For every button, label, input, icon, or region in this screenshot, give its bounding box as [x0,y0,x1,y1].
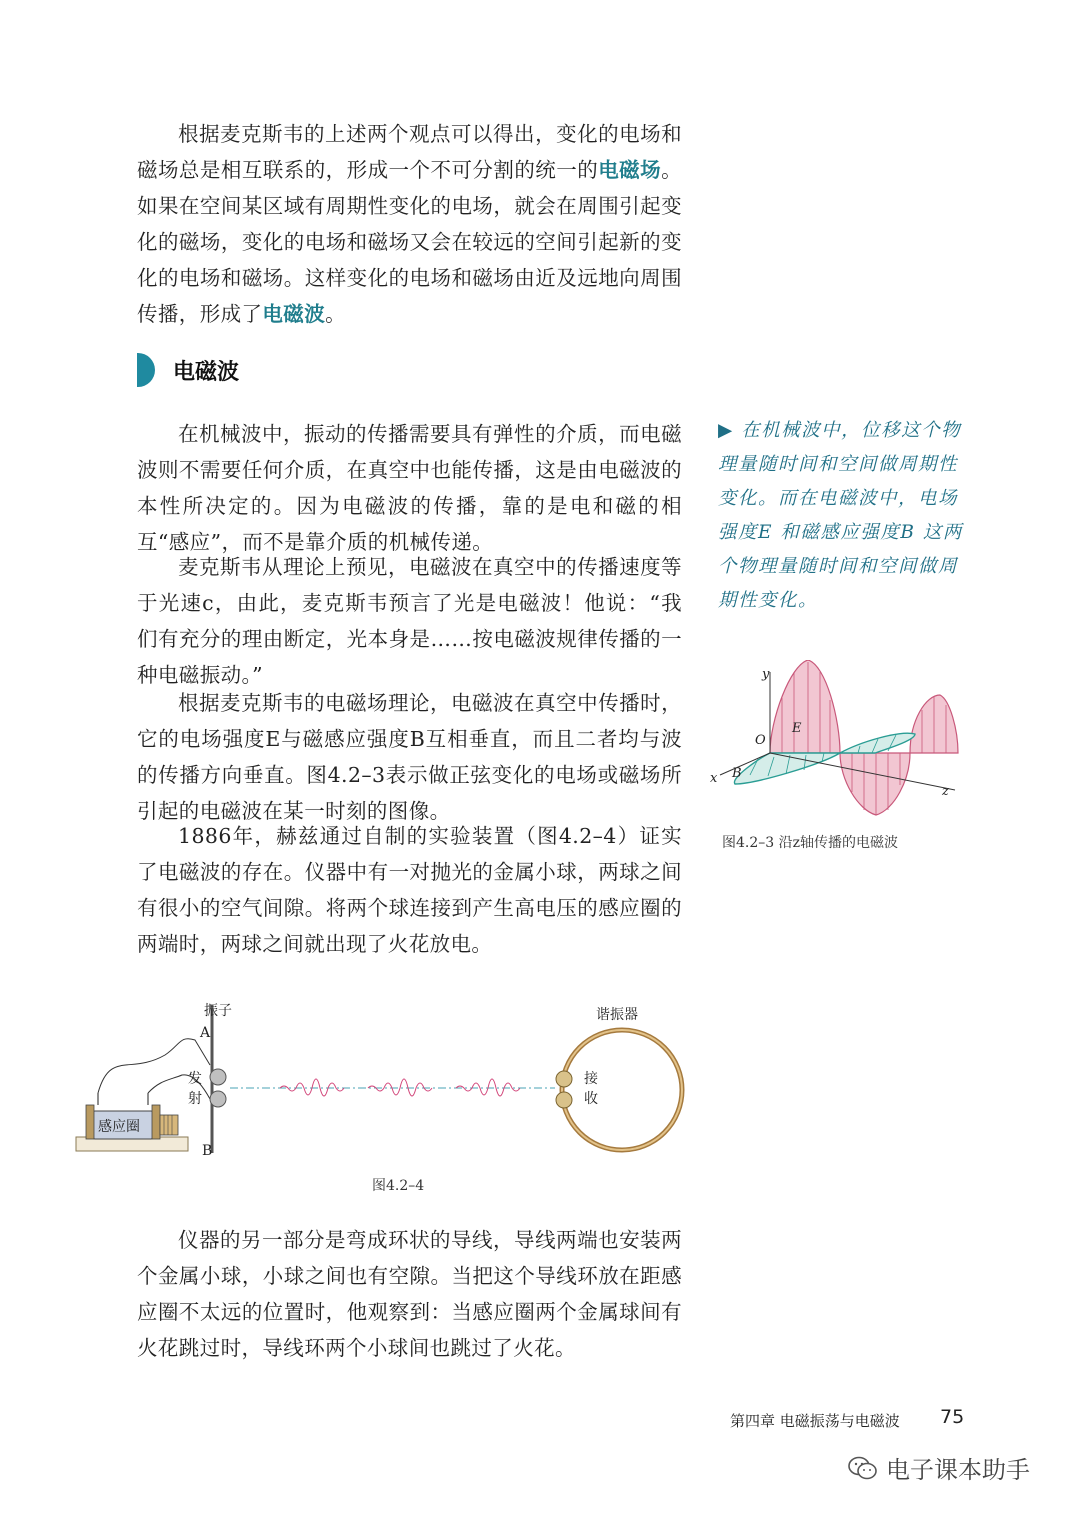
section-heading-text: 电磁波 [173,359,240,385]
resonator-ring-inner [562,1030,682,1150]
emit-label-2: 射 [188,1091,202,1107]
oscillator-label: 振子 [204,1003,232,1019]
paragraph-1 [137,116,682,332]
b-field-lobe-2 [840,733,915,753]
paragraph-1-text-c: 。 [325,302,347,326]
keyword-em-field: 电磁场 [598,158,662,182]
figure-4-2-3-caption: 图4.2–3 沿z轴传播的电磁波 [722,835,898,851]
resonator-label: 谐振器 [596,1007,638,1023]
label-e: E [792,721,802,736]
page-number: 75 [940,1406,965,1428]
emitter-ball-bottom [210,1091,226,1107]
emit-label-1: 发 [188,1071,202,1087]
coil-label: 感应圈 [98,1119,140,1135]
receiver-ball-bottom [556,1092,572,1108]
label-z: z [942,784,949,799]
label-a: A [200,1025,211,1041]
sidenote: ▶ 在机械波中，位移这个物理量随时间和空间做周期性变化。而在电磁波中，电场强度E 和磁感应强度B 这两个物理量随时间和空间做周期性变化。 [718,420,963,611]
label-o: O [755,733,766,748]
paragraph-5: 1886年，赫兹通过自制的实验装置（图4.2–4）证实了电磁波的存在。仪器中有一对抛光的金属小球，两球之间有很小的空气间隙。将两个球连接到产生高电压的感应圈的两端时，两球之间就出现了火花放电。 [137,824,682,956]
paragraph-6: 仪器的另一部分是弯成环状的导线，导线两端也安装两个金属小球，小球之间也有空隙。当把这个导线环放在距感应圈不太远的位置时，他观察到：当感应圈两个金属球间有火花跳过时，导线环两个小球间也跳过了火花。 [137,1228,682,1360]
receive-label-1: 接 [584,1071,598,1087]
paragraph-4: 根据麦克斯韦的电磁场理论，电磁波在真空中传播时，它的电场强度E与磁感应强度B互相垂直，而且二者均与波的传播方向垂直。图4.2–3表示做正弦变化的电场或磁场所引起的电磁波在某一时刻的图像。 [137,691,682,823]
watermark [848,1450,1030,1485]
footer-chapter: 第四章 电磁振荡与电磁波 [730,1412,900,1430]
section-heading [137,350,239,390]
emitter-ball-top [210,1069,226,1085]
paragraph-3: 麦克斯韦从理论上预见，电磁波在真空中的传播速度等于光速c，由此，麦克斯韦预言了光是电磁波！他说：“我们有充分的理由断定，光本身是……按电磁波规律传播的一种电磁振动。” [137,555,682,687]
figure-4-2-4-caption: 图4.2–4 [372,1178,425,1194]
paragraph-2: 在机械波中，振动的传播需要具有弹性的介质，而电磁波则不需要任何介质，在真空中也能传播，这是由电磁波的本性所决定的。因为电磁波的传播，靠的是电和磁的相互“感应”，而不是靠介质的机械传递。 [137,422,682,554]
figure-4-2-4 [70,995,710,1165]
heading-marker-icon [137,353,155,387]
receive-label-2: 收 [584,1091,598,1107]
figure-4-2-3 [700,660,970,820]
watermark-text: 电子课本助手 [886,1456,1030,1484]
label-b-point: B [202,1143,213,1159]
receiver-ball-top [556,1071,572,1087]
label-y: y [762,667,770,682]
keyword-em-wave: 电磁波 [262,302,326,326]
label-x: x [710,771,718,786]
paragraph-1-text-b: 。如果在空间某区域有周期性变化的电场，就会在周围引起变化的磁场，变化的电场和磁场又会在较远的空间引起新的变化的电场和磁场。这样变化的电场和磁场由近及远地向周围传播，形成了 [137,158,682,326]
label-b: B [732,766,742,781]
paragraph-1-text-a: 根据麦克斯韦的上述两个观点可以得出，变化的电场和磁场总是相互联系的，形成一个不可分割的统一的 [137,122,682,182]
e-field-lobe-2 [840,753,910,815]
e-field-lobe-1 [770,660,840,753]
wechat-icon [848,1455,878,1481]
